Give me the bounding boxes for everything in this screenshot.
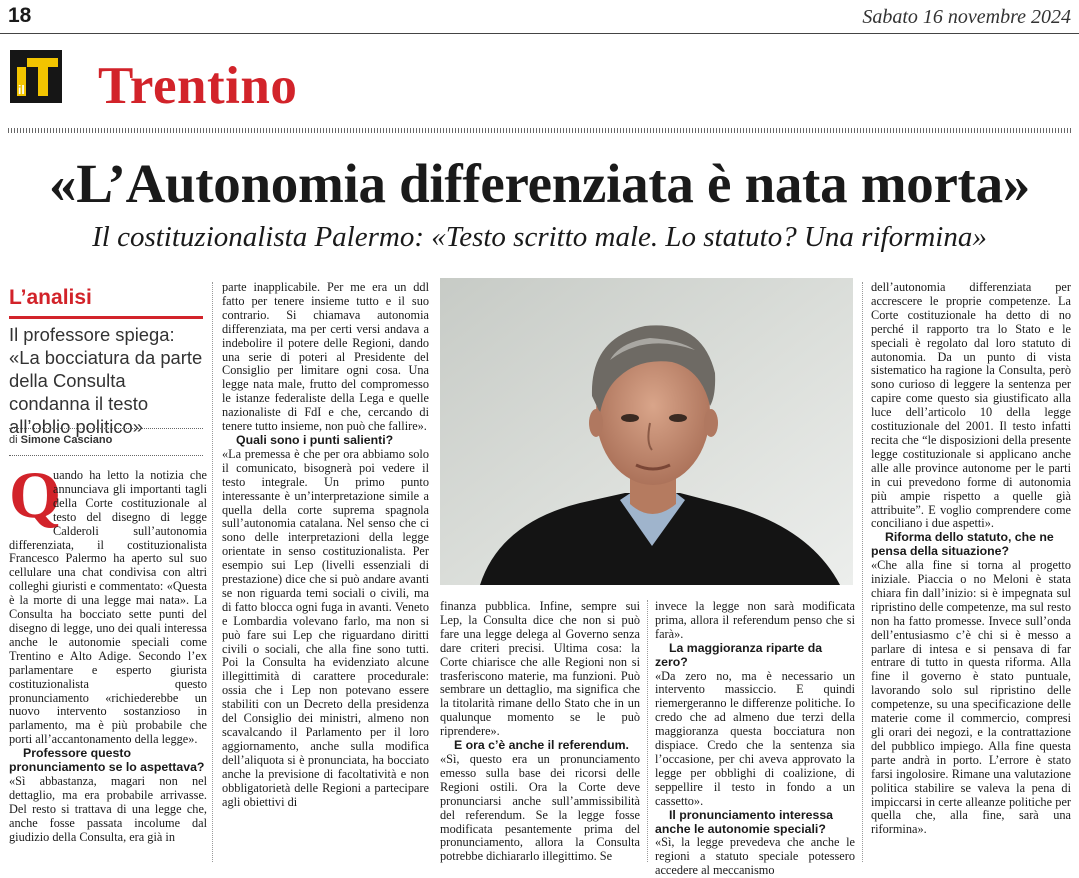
question-heading: Quali sono i punti salienti? [236, 432, 394, 447]
body-paragraph: invece la legge non sarà modificata prima, allora il referendum penso che si farà». [655, 599, 855, 641]
byline-divider [9, 455, 203, 456]
question-heading: La maggioranza riparte da zero? [655, 640, 823, 669]
body-paragraph: dell’autonomia differenziata per accrescere le proprie competenze. La Corte costituzionale ha detto di no perché il rapporto tra lo Stato e le speciali è regolato dal loro statuto di autonomia. Da un punto di vista sistematico ha ragione la Consulta, però sono curioso di leggere la sentenza per capire come questo sia giustificato alla luce dell’articolo 10 della legge costituzionale del 2001. Il testo infatti recita che “le disposizioni della presente legge costituzionale si applicano anche alle alle province autonome per le parti in cui prevedono forme di autonomia più ampie rispetto a quelle già attribuite”. E voglio comprendere come conciliano i due aspetti». [871, 280, 1071, 531]
article-column-1 [9, 469, 207, 864]
portrait-photo [440, 278, 853, 585]
question-heading: Il pronunciamento interessa anche le autonomie speciali? [655, 807, 833, 836]
page-number: 18 [8, 4, 32, 27]
body-paragraph: parte inapplicabile. Per me era un ddl fatto per tenere insieme tutto e il suo contrario. Si chiamava autonomia differenziata, ma per certi versi andava a indebolire il potere delle Regioni, dando una serie di poteri al Presidente del Consiglio per limitare ogni cosa. Una legge nata male, frutto del compromesso le istanze federaliste della Lega e quelle nazionaliste di FdI e che, cercando di tenere tutto insieme, non può che fallire». [222, 280, 429, 434]
article-column-3 [440, 600, 640, 864]
body-paragraph: «Sì abbastanza, magari non nel dettaglio, ma era probabile arrivasse. Del resto si trattava di una legge che, anche fosse passata incolume dal giudizio della Consulta, era già in [9, 773, 207, 844]
column-divider [212, 282, 213, 862]
section-title: Trentino [98, 57, 298, 115]
body-paragraph: «La premessa è che per ora abbiamo solo il comunicato, bisognerà poi vedere il testo integrale. Un primo punto interessante è un’interpretazione simile a quella della corte suprema spagnola sull’autonomia catalana. Nel senso che ci sono delle interpretazioni della legge orientate in senso costituzionalista. Per esempio sui Lep (livelli essenziali di prestazione) dice che si può andare avanti se non riguarda temi sociali o civili, ma di fatto blocca ogni fuga in avanti. Veneto e Lombardia volevano farlo, ma non si può fare sui Lep che riguardano diritti civili o sociali, che alla fine sono tutti. Poi la Consulta ha evidenziato alcune illegittimità di carattere procedurale: ossia che i Lep non potevano essere stabiliti con un Decreto della presidenza del Consiglio dei ministri, almeno non scavalcando il Parlamento per il loro aggiornamento, anche sulla modifica dell’aliquota si è pronunciata, ha bocciato anche la previsione di facoltatività e non obbligatorietà delle Regioni a partecipare agli obiettivi di [222, 446, 429, 809]
author-name: Simone Casciano [20, 434, 113, 446]
body-paragraph [9, 469, 207, 747]
question-heading: Professore questo pronunciamento se lo aspettava? [9, 746, 205, 775]
body-paragraph: «Da zero no, ma è necessario un intervento massiccio. E quindi riemergeranno le differenze politiche. Io credo che ad almeno due terzi della maggioranza questa bocciatura non dispiace. Credo che la sentenza sia l’occasione, per chi aveva approvato la legge per obblighi di coalizione, di seppellire il testo in fondo a un cassetto». [655, 668, 855, 808]
body-paragraph: finanza pubblica. Infine, sempre sui Lep, la Consulta dice che non si può fare una legge delega al Governo senza dare criteri precisi. Ultima cosa: la Corte chiarisce che alle Regioni non si trasferiscono materie, ma funzioni. Può sembrare un dettaglio, ma significa che la titolarità rimane dello Stato che in un qualunque momento se le può riprendere». [440, 599, 640, 739]
article-column-4 [655, 599, 855, 878]
kicker-label: L’analisi [9, 286, 92, 309]
issue-date: Sabato 16 novembre 2024 [862, 6, 1071, 28]
portrait-image [440, 278, 853, 585]
article-headline: «L’Autonomia differenziata è nata morta» [49, 153, 1030, 214]
drop-cap: Q [9, 458, 62, 532]
question-heading: E ora c’è anche il referendum. [454, 738, 629, 753]
body-paragraph: «Che alla fine si torna al progetto iniziale. Piaccia o no Meloni è stata chiara fin dall’inizio: si è impegnata sul ripristino delle competenze, ma sul resto non ha fatto promesse. Invece sull’onda dell’entusiasmo c’è chi si è messo a parlare di intesa e si pensava di far entrare di tutto in questa riforma. Alla fine il governo è stato puntuale, lavorando solo sul ripristino delle competenze, su una specificazione delle materie come il commercio, compresi gli orari dei negozi, e la contrattazione del pubblico impiego. Alla fine questa parte andrà in porto. L’errore è stato farsi ingolosire. Rimane una valutazione politica stabilire se valeva la pena di impiccarsi in certe alleanze politiche per quella che, alla fine, sarà una riformina». [871, 558, 1071, 837]
article-column-2 [222, 281, 429, 864]
section-divider [8, 128, 1071, 133]
header-rule [0, 33, 1079, 34]
kicker-rule [9, 316, 203, 319]
question-heading: Riforma dello statuto, che ne pensa della situazione? [871, 530, 1054, 559]
column-divider [647, 600, 648, 862]
byline [9, 434, 112, 446]
newspaper-logo [10, 50, 62, 103]
article-subheadline: Il costituzionalista Palermo: «Testo scritto male. Lo statuto? Una riformina» [92, 221, 987, 253]
logo-il: il [18, 83, 25, 97]
body-paragraph: «Sì, questo era un pronunciamento emesso sulla base dei ricorsi delle Regioni ostili. Ora la Corte deve pronunciarsi anche sull’ammissibilità del referendum. Se la legge fosse modificata pesantemente prima del pronunciamento, allora la Consulta potrebbe dichiararlo illegittimo. Se [440, 751, 640, 864]
article-column-5 [871, 281, 1071, 864]
summary-divider [9, 428, 203, 429]
byline-prefix: di [9, 434, 18, 446]
article-summary: Il professore spiega: «La bocciatura da parte della Consulta condanna il testo all’oblio politico» [9, 324, 203, 437]
intro-text: uando ha letto la notizia che annunciava gli importanti tagli della Corte costituzionale al testo del disegno di legge Calderoli sull’autonomia differenziata, il costituzionalista Francesco Palermo ha aperto sul suo cellulare una chat condivisa con altri colleghi giuristi e commentato: «Questa è la morte di una legge mai nata». La Consulta ha bocciato sette punti del disegno di legge, uno dei quali interessa anche le autonomie speciali come Trentino e Alto Adige. Secondo l’ex parlamentare e esperto giurista costituzionalista questo pronunciamento «richiederebbe un nuovo intervento sostanzioso in parlamento, ma è più probabile che porti all’accantonamento della legge». [9, 468, 207, 747]
body-paragraph: «Sì, la legge prevedeva che anche le regioni a statuto speciale potessero accedere al meccanismo [655, 835, 855, 878]
column-divider [862, 282, 863, 862]
